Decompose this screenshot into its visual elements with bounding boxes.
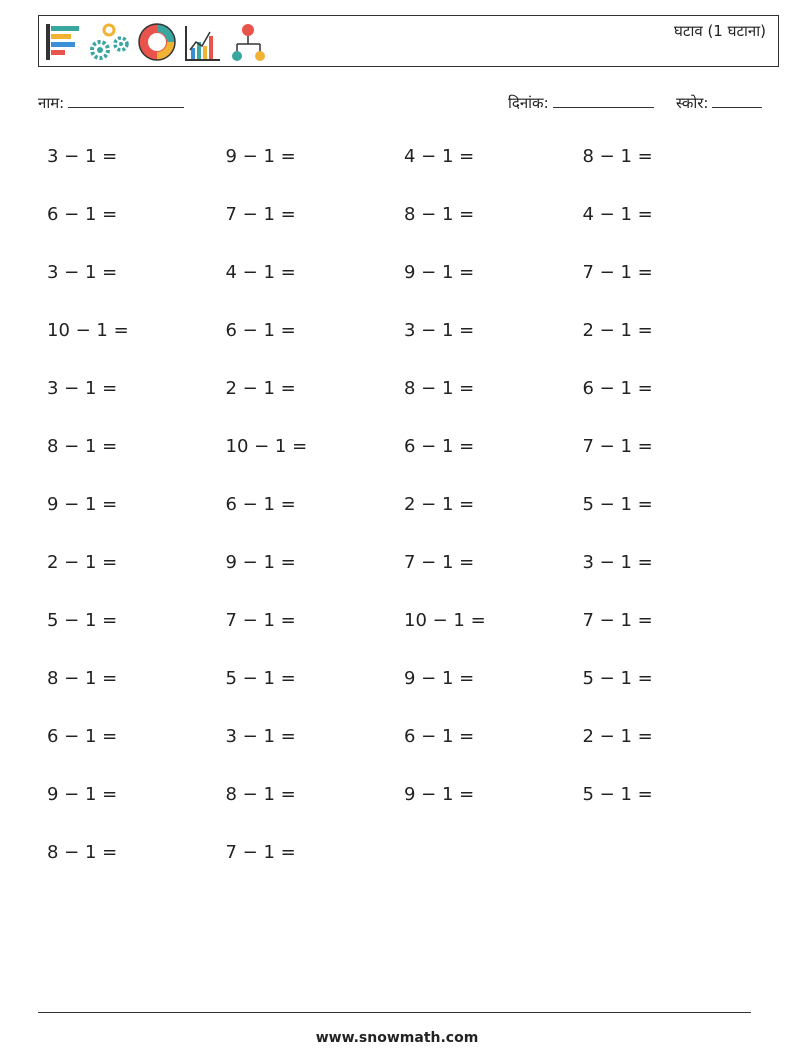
subtraction-problem: 6 − 1 =	[225, 320, 296, 341]
subtraction-problem: 3 − 1 =	[47, 262, 118, 283]
subtraction-problem: 7 − 1 =	[582, 436, 653, 457]
subtraction-problem: 7 − 1 =	[582, 262, 653, 283]
subtraction-problem: 8 − 1 =	[47, 668, 118, 689]
name-field	[38, 93, 184, 113]
subtraction-problem: 3 − 1 =	[47, 378, 118, 399]
problem-row	[47, 668, 767, 698]
problem-row	[47, 494, 767, 524]
subtraction-problem: 8 − 1 =	[47, 436, 118, 457]
problem-row	[47, 378, 767, 408]
score-label: स्कोर:	[676, 94, 709, 112]
subtraction-problem: 5 − 1 =	[225, 668, 296, 689]
donut-chart-icon	[139, 24, 175, 60]
subtraction-problem: 7 − 1 =	[404, 552, 475, 573]
date-label: दिनांक:	[508, 94, 549, 112]
bar-chart-icon	[46, 24, 79, 60]
problem-row	[47, 784, 767, 814]
subtraction-problem: 4 − 1 =	[582, 204, 653, 225]
subtraction-problem: 9 − 1 =	[47, 494, 118, 515]
header-icons	[44, 20, 274, 64]
subtraction-problem: 5 − 1 =	[582, 494, 653, 515]
subtraction-problem: 7 − 1 =	[582, 610, 653, 631]
footer-divider	[38, 1012, 751, 1013]
problem-row	[47, 320, 767, 350]
date-blank	[553, 93, 654, 108]
subtraction-problem: 8 − 1 =	[225, 784, 296, 805]
subtraction-problem: 2 − 1 =	[404, 494, 475, 515]
subtraction-problem: 5 − 1 =	[582, 784, 653, 805]
subtraction-problem: 8 − 1 =	[404, 378, 475, 399]
problem-row	[47, 436, 767, 466]
subtraction-problem: 2 − 1 =	[582, 320, 653, 341]
network-icon	[232, 24, 265, 61]
problem-row	[47, 262, 767, 292]
problem-row	[47, 204, 767, 234]
subtraction-problem: 3 − 1 =	[404, 320, 475, 341]
footer-website: www.snowmath.com	[315, 1030, 479, 1046]
subtraction-problem: 6 − 1 =	[47, 726, 118, 747]
gears-icon	[92, 25, 127, 58]
date-field	[508, 93, 654, 113]
subtraction-problem: 2 − 1 =	[225, 378, 296, 399]
subtraction-problem: 9 − 1 =	[225, 552, 296, 573]
problem-row	[47, 552, 767, 582]
worksheet-title: घटाव (1 घटाना)	[674, 22, 766, 40]
line-chart-icon	[186, 26, 220, 60]
problem-row	[47, 726, 767, 756]
subtraction-problem: 9 − 1 =	[404, 668, 475, 689]
subtraction-problem: 5 − 1 =	[47, 610, 118, 631]
subtraction-problem: 4 − 1 =	[404, 146, 475, 167]
subtraction-problem: 8 − 1 =	[47, 842, 118, 863]
name-blank	[68, 93, 184, 108]
subtraction-problem: 7 − 1 =	[225, 204, 296, 225]
subtraction-problem: 3 − 1 =	[582, 552, 653, 573]
score-blank	[712, 93, 762, 108]
subtraction-problem: 8 − 1 =	[582, 146, 653, 167]
subtraction-problem: 6 − 1 =	[404, 726, 475, 747]
subtraction-problem: 2 − 1 =	[47, 552, 118, 573]
worksheet-header	[38, 15, 779, 67]
subtraction-problem: 6 − 1 =	[225, 494, 296, 515]
subtraction-problem: 9 − 1 =	[404, 784, 475, 805]
subtraction-problem: 6 − 1 =	[404, 436, 475, 457]
subtraction-problem: 2 − 1 =	[582, 726, 653, 747]
subtraction-problem: 3 − 1 =	[225, 726, 296, 747]
subtraction-problem: 9 − 1 =	[404, 262, 475, 283]
subtraction-problem: 4 − 1 =	[225, 262, 296, 283]
subtraction-problem: 7 − 1 =	[225, 610, 296, 631]
subtraction-problem: 6 − 1 =	[582, 378, 653, 399]
problem-row	[47, 610, 767, 640]
problem-row	[47, 842, 767, 872]
subtraction-problem: 9 − 1 =	[47, 784, 118, 805]
subtraction-problem: 8 − 1 =	[404, 204, 475, 225]
score-field	[676, 93, 762, 113]
subtraction-problem: 10 − 1 =	[225, 436, 308, 457]
name-label: नाम:	[38, 94, 65, 112]
subtraction-problem: 6 − 1 =	[47, 204, 118, 225]
subtraction-problem: 7 − 1 =	[225, 842, 296, 863]
subtraction-problem: 3 − 1 =	[47, 146, 118, 167]
subtraction-problem: 9 − 1 =	[225, 146, 296, 167]
subtraction-problem: 5 − 1 =	[582, 668, 653, 689]
subtraction-problem: 10 − 1 =	[404, 610, 486, 631]
subtraction-problem: 10 − 1 =	[47, 320, 129, 341]
problem-row	[47, 146, 767, 176]
